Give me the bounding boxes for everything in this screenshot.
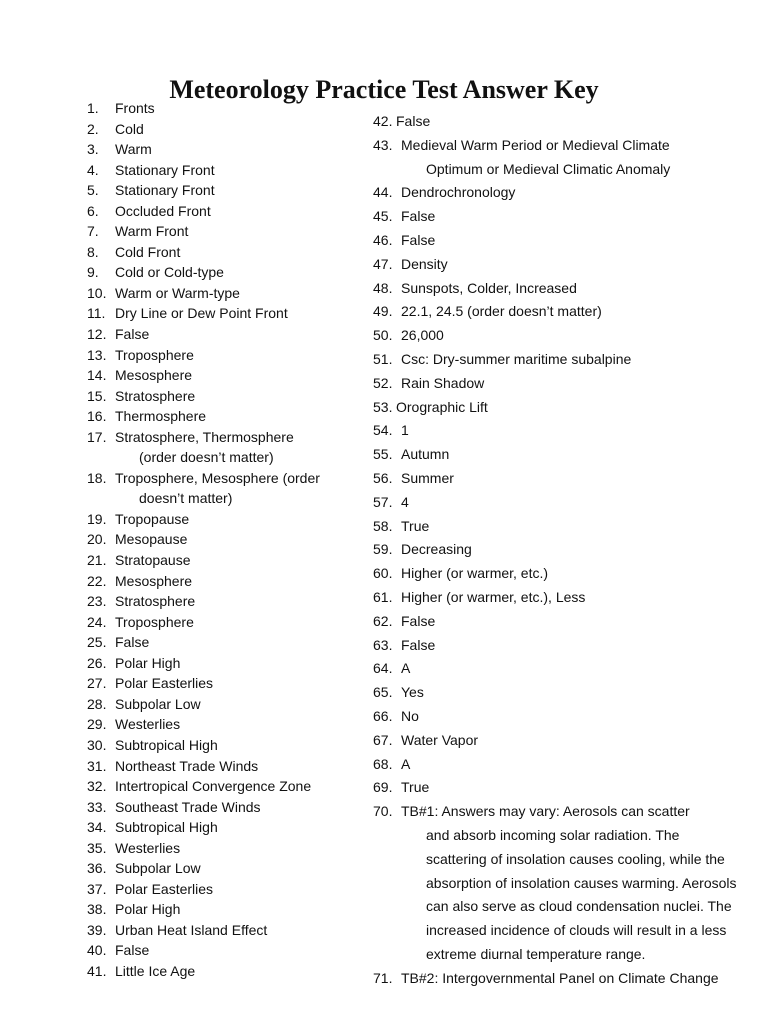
answer-number: 48. [373,279,393,296]
answer-item [87,201,357,222]
answer-number: 50. [373,327,393,344]
answer-text: Dry Line or Dew Point Front [115,305,288,322]
answer-item [373,348,763,372]
answer-item [87,591,357,612]
answer-number: 58. [373,517,393,534]
answer-text: True [401,517,430,534]
answer-number: 37. [87,880,107,897]
answer-item [87,612,357,633]
answer-item [87,797,357,818]
answer-number: 55. [373,446,393,463]
answer-text: scattering of insolation causes cooling, while the [426,850,725,867]
answer-text: (order doesn’t matter) [139,449,274,466]
answer-item [87,899,357,920]
answer-item [373,610,763,634]
answer-item [373,491,763,515]
answer-item [373,181,763,205]
answer-text: Yes [401,684,424,701]
answer-text: Cold Front [115,243,181,260]
answer-text: Warm Front [115,223,189,240]
answer-number: 45. [373,208,393,225]
answer-item [373,419,763,443]
answer-text: Urban Heat Island Effect [115,921,268,938]
answer-number: 4. [87,161,99,178]
answer-text: Little Ice Age [115,962,196,979]
answer-number: 67. [373,731,393,748]
answer-number: 25. [87,634,107,651]
answer-item [373,705,763,729]
answer-number: 27. [87,675,107,692]
answer-text: Troposphere [115,346,194,363]
answer-item [87,324,357,345]
answer-number: 22. [87,572,107,589]
answer-text: Polar Easterlies [115,880,214,897]
answer-number: 2. [87,120,99,137]
answer-item [373,681,763,705]
answer-text: Polar High [115,901,181,918]
answer-number: 54. [373,422,393,439]
answer-item [373,800,763,967]
answer-text: Sunspots, Colder, Increased [401,279,577,296]
answer-item [87,653,357,674]
answer-number: 63. [373,636,393,653]
answer-number: 41. [87,962,107,979]
answer-text: Polar High [115,654,181,671]
answer-item [87,386,357,407]
answer-text: Occluded Front [115,202,211,219]
answer-text: TB#2: Intergovernmental Panel on Climate Change [401,969,719,986]
answer-number: 43. [373,136,393,153]
answer-text: False [401,231,436,248]
answer-item [87,119,357,140]
answer-text: 4 [401,493,409,510]
answer-text: A [401,755,411,772]
answer-number: 42. [373,113,393,129]
answer-text: Northeast Trade Winds [115,757,259,774]
answer-text: Stratosphere [115,387,196,404]
answer-item [373,753,763,777]
answer-number: 62. [373,612,393,629]
answer-text: Mesopause [115,531,188,548]
answer-number: 53. [373,398,393,415]
answer-item [87,529,357,550]
answer-text: Csc: Dry-summer maritime subalpine [401,350,632,367]
answer-number: 7. [87,223,99,240]
answer-text: Stratosphere [115,593,196,610]
answer-text: False [401,208,436,225]
answer-number: 21. [87,552,107,569]
answer-item [87,221,357,242]
answer-text: extreme diurnal temperature range. [426,945,646,962]
answer-text: Higher (or warmer, etc.), Less [401,588,586,605]
answer-item [87,571,357,592]
answer-number: 16. [87,408,107,425]
answer-item [87,365,357,386]
answer-number: 15. [87,387,107,404]
answer-item [87,714,357,735]
answer-number: 56. [373,469,393,486]
answer-text: False [396,113,431,129]
answer-text: Water Vapor [401,731,479,748]
answer-number: 14. [87,367,107,384]
answer-number: 24. [87,613,107,630]
answer-number: 5. [87,182,99,199]
answer-item [87,468,357,509]
answer-number: 8. [87,243,99,260]
answer-item [87,303,357,324]
answer-number: 18. [87,469,107,486]
answer-number: 61. [373,588,393,605]
answer-number: 52. [373,374,393,391]
answer-number: 30. [87,736,107,753]
answer-number: 51. [373,350,393,367]
answer-text: False [115,942,150,959]
answer-text: Polar Easterlies [115,675,214,692]
answer-number: 28. [87,695,107,712]
answer-text: doesn’t matter) [139,490,233,507]
answer-item [373,300,763,324]
answer-item [87,858,357,879]
answer-item [87,735,357,756]
answer-item [87,160,357,181]
answer-text: Intertropical Convergence Zone [115,778,312,795]
answer-item [373,396,763,420]
answer-number: 13. [87,346,107,363]
answer-text: Stratopause [115,552,191,569]
answer-text: Troposphere, Mesosphere (order [115,469,320,486]
answer-text: 22.1, 24.5 (order doesn’t matter) [401,303,602,320]
answer-number: 68. [373,755,393,772]
answer-number: 36. [87,860,107,877]
answer-text: Subpolar Low [115,695,201,712]
answer-item [87,776,357,797]
answer-number: 66. [373,707,393,724]
answer-item [373,229,763,253]
answer-number: 71. [373,969,393,986]
answer-item [373,110,763,134]
answer-text: Westerlies [115,716,181,733]
answer-text: A [401,660,411,677]
answer-text: True [401,779,430,796]
answer-text: Stationary Front [115,161,215,178]
answer-text: Stratosphere, Thermosphere [115,428,294,445]
answer-number: 64. [373,660,393,677]
answer-text: Medieval Warm Period or Medieval Climate [401,136,670,153]
answer-item [373,776,763,800]
answer-text: Subtropical High [115,736,218,753]
answer-list-left [87,98,357,982]
answer-text: False [115,326,150,343]
answer-text: absorption of insolation causes warming. Aerosols [426,874,737,891]
answer-number: 19. [87,510,107,527]
answer-text: Summer [401,469,454,486]
answer-item [87,550,357,571]
answer-item [87,345,357,366]
answer-text: Autumn [401,446,450,463]
answer-text: 1 [401,422,409,439]
answer-number: 35. [87,839,107,856]
answer-item [87,406,357,427]
answer-text: Warm [115,141,152,158]
answer-text: Mesosphere [115,572,193,589]
answer-text: Cold or Cold-type [115,264,224,281]
answer-item [373,657,763,681]
answer-text: Southeast Trade Winds [115,798,261,815]
answer-number: 23. [87,593,107,610]
answer-number: 12. [87,326,107,343]
answer-text: False [401,612,436,629]
page-title: Meteorology Practice Test Answer Key [169,75,599,104]
answer-number: 32. [87,778,107,795]
answer-item [87,180,357,201]
answer-text: can also serve as cloud condensation nuclei. The [426,898,732,915]
answer-item [87,509,357,530]
answer-text: Warm or Warm-type [115,284,240,301]
answer-text: Density [401,255,448,272]
answer-number: 49. [373,303,393,320]
answer-text: No [401,707,419,724]
answer-text: and absorb incoming solar radiation. The [426,826,680,843]
answer-item [87,632,357,653]
answer-text: Fronts [115,100,155,116]
answer-item [87,694,357,715]
answer-number: 11. [87,305,106,322]
answer-item [373,515,763,539]
answer-text: Subpolar Low [115,860,201,877]
answer-text: Rain Shadow [401,374,485,391]
answer-number: 59. [373,541,393,558]
answer-text: Stationary Front [115,182,215,199]
answer-number: 47. [373,255,393,272]
answer-item [87,756,357,777]
answer-item [373,562,763,586]
answer-text: Orographic Lift [396,398,488,415]
answer-text: Tropopause [115,510,190,527]
answer-item [373,277,763,301]
answer-text: Dendrochronology [401,184,516,201]
answer-number: 34. [87,819,107,836]
answer-number: 17. [87,428,107,445]
answer-item [373,253,763,277]
answer-number: 9. [87,264,99,281]
answer-item [87,838,357,859]
answer-item [87,427,357,468]
answer-item [373,634,763,658]
answer-text: Higher (or warmer, etc.) [401,565,549,582]
answer-item [373,372,763,396]
answer-item [87,283,357,304]
answer-number: 10. [87,284,107,301]
answer-list-right [373,110,763,990]
answer-text: Westerlies [115,839,181,856]
answer-item [373,538,763,562]
answer-number: 6. [87,202,99,219]
answer-text: Mesosphere [115,367,193,384]
answer-item [87,817,357,838]
answer-number: 38. [87,901,107,918]
answer-item [87,262,357,283]
answer-item [373,967,763,991]
answer-number: 39. [87,921,107,938]
answer-number: 44. [373,184,393,201]
answer-text: Decreasing [401,541,472,558]
answer-item [87,920,357,941]
answer-text: increased incidence of clouds will result in a less [426,922,727,939]
answer-item [87,940,357,961]
answer-number: 29. [87,716,107,733]
answer-number: 40. [87,942,107,959]
answer-text: TB#1: Answers may vary: Aerosols can scatter [401,803,690,820]
answer-number: 60. [373,565,393,582]
answer-text: Cold [115,120,144,137]
answer-number: 65. [373,684,393,701]
answer-item [373,134,763,182]
answer-number: 31. [87,757,107,774]
answer-item [373,205,763,229]
answer-number: 20. [87,531,107,548]
answer-text: Troposphere [115,613,194,630]
answer-item [373,443,763,467]
answer-number: 3. [87,141,99,158]
answer-text: 26,000 [401,327,444,344]
answer-item [373,586,763,610]
answer-text: False [115,634,150,651]
answer-number: 70. [373,803,393,820]
answer-number: 26. [87,654,107,671]
answer-text: Thermosphere [115,408,207,425]
answer-item [373,729,763,753]
answer-text: Subtropical High [115,819,218,836]
answer-item [87,139,357,160]
answer-item [373,467,763,491]
answer-number: 33. [87,798,107,815]
answer-number: 46. [373,231,393,248]
answer-item [87,961,357,982]
answer-text: False [401,636,436,653]
answer-number: 69. [373,779,393,796]
answer-number: 57. [373,493,393,510]
answer-item [87,242,357,263]
answer-item [87,879,357,900]
answer-item [87,98,357,119]
answer-item [373,324,763,348]
answer-item [87,673,357,694]
answer-number: 1. [87,100,99,116]
answer-text: Optimum or Medieval Climatic Anomaly [426,160,671,177]
